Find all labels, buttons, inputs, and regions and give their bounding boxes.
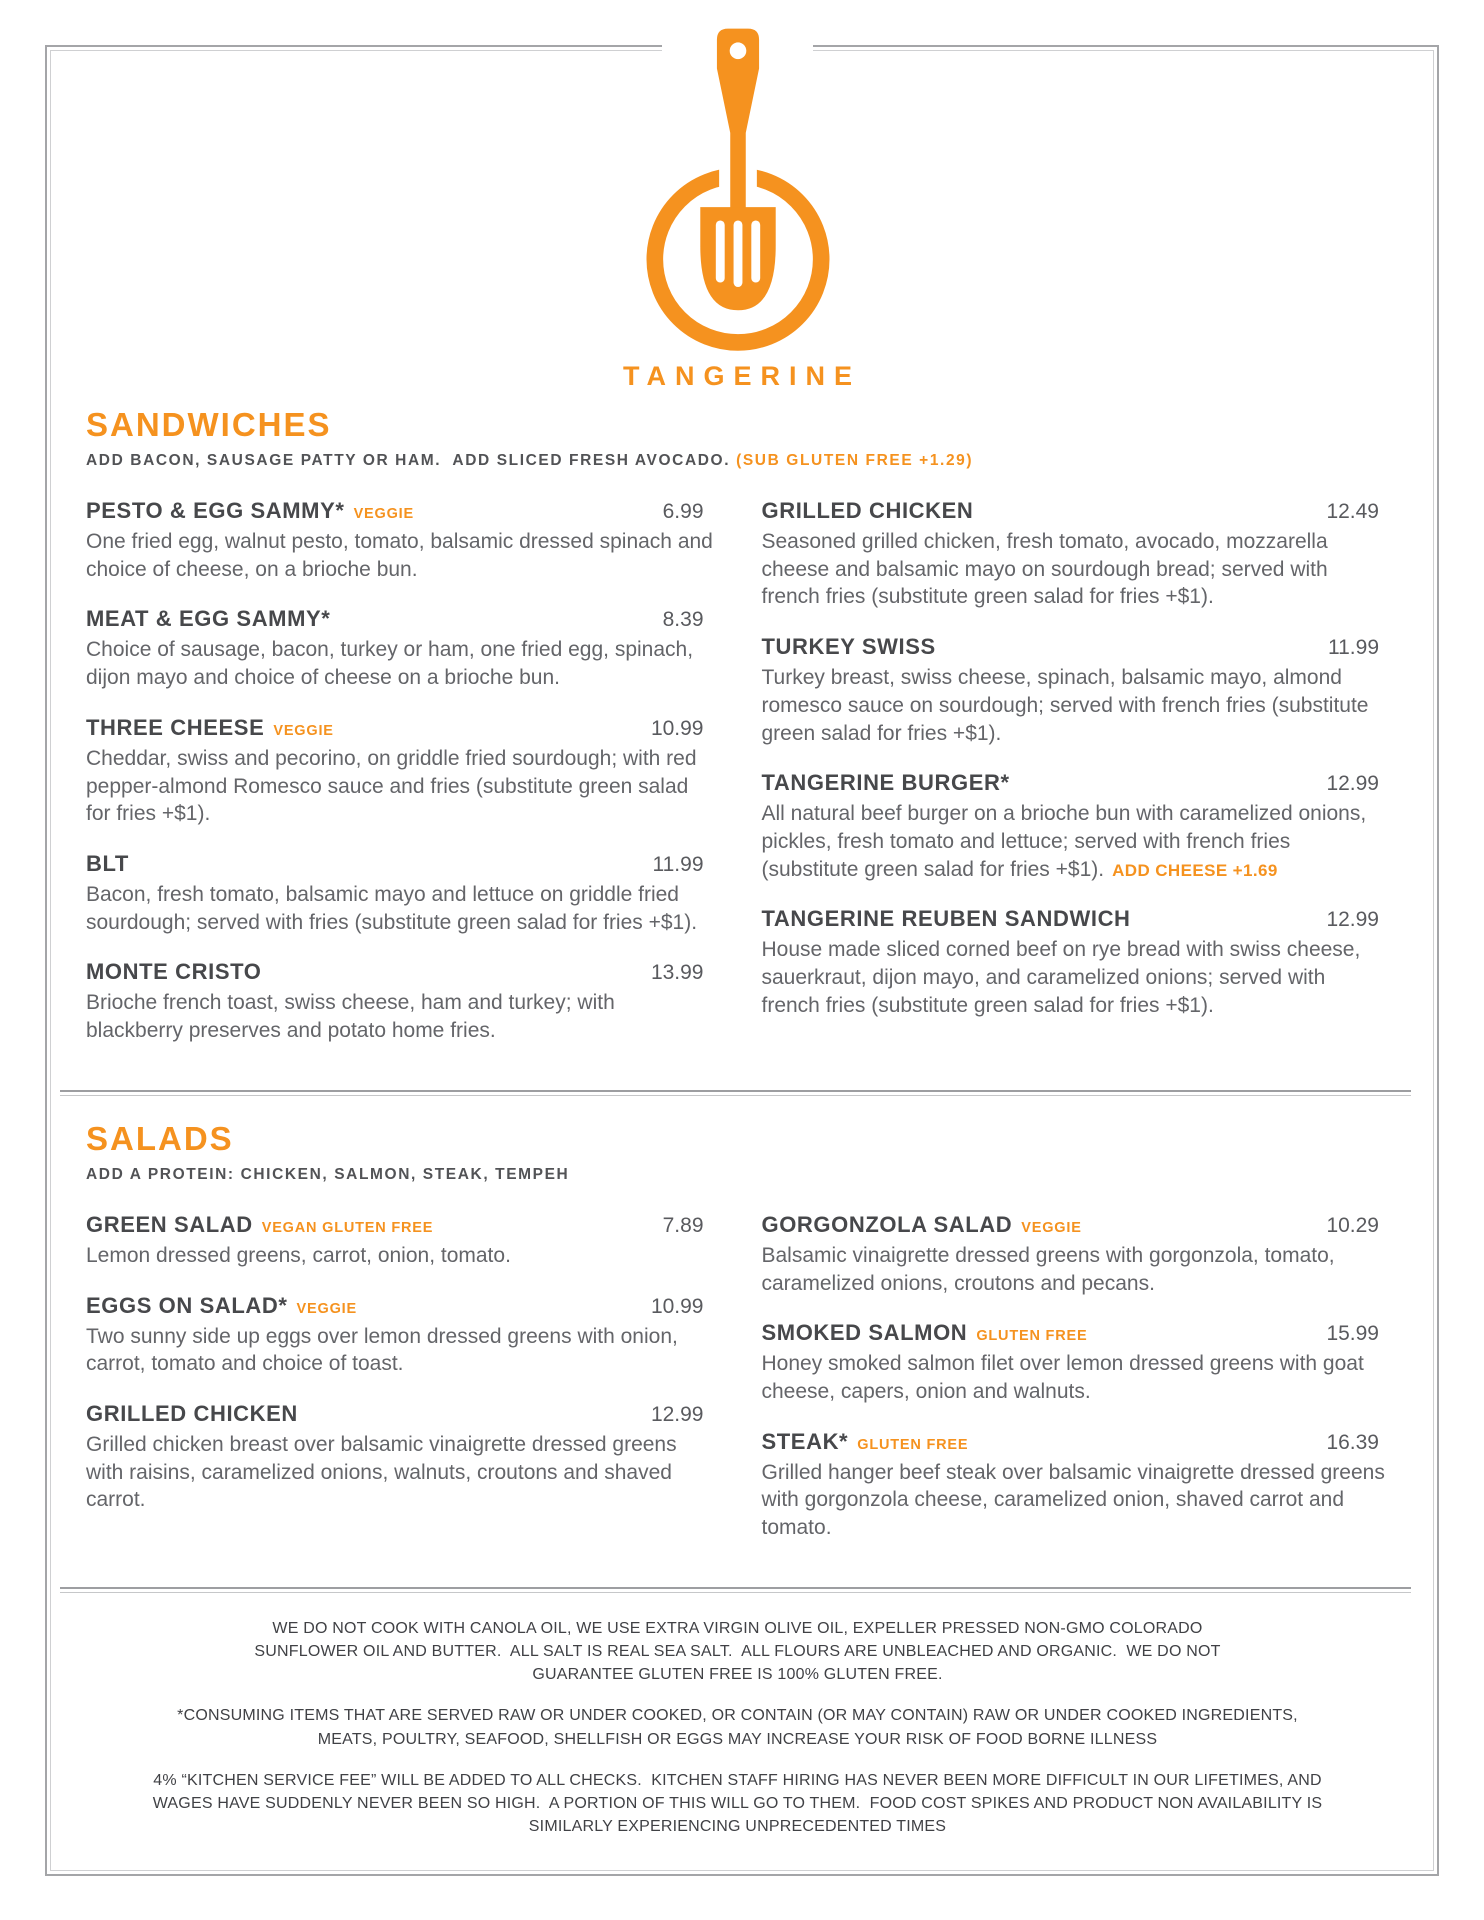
menu-item-grilled-chicken-sandwich [762, 498, 1390, 611]
menu-item-name: GRILLED CHICKEN [86, 1400, 298, 1426]
menu-item-price: 16.39 [1326, 1430, 1379, 1454]
menu-item-description: Lemon dressed greens, carrot, onion, tomato. [86, 1243, 511, 1267]
menu-item-description: Cheddar, swiss and pecorino, on griddle fried sourdough; with red pepper-almond Romesco sauce and fries (substitute green salad for fries +$1). [86, 746, 697, 826]
menu-item-blt [86, 851, 714, 936]
brand-wordmark: TANGERINE [622, 361, 861, 391]
menu-item-name: GORGONZOLA SALAD [761, 1211, 1013, 1237]
menu-item-tangerine-reuben [762, 906, 1390, 1019]
menu-item-header [86, 498, 714, 524]
menu-item-name: BLT [86, 850, 129, 876]
menu-item-tag: VEGAN GLUTEN FREE [261, 1219, 434, 1236]
menu-item-pesto-egg-sammy [86, 498, 714, 583]
menu-item-name: TURKEY SWISS [761, 634, 936, 660]
menu-item-addon: ADD CHEESE +1.69 [1112, 860, 1278, 880]
footer-oils-note: WE DO NOT COOK WITH CANOLA OIL, WE USE EXTRA VIRGIN OLIVE OIL, EXPELLER PRESSED NON-GMO COLORADO SUNFLOWER OIL AND BUTTER. ALL SALT IS REAL SEA SALT. ALL FLOURS ARE UNBLEACHED AND ORGANIC. WE DO NOT GUARANTEE GLUTEN FREE IS 100% GLUTEN FREE. [254, 1619, 1226, 1684]
menu-item-monte-cristo [86, 959, 714, 1044]
menu-item-description: Seasoned grilled chicken, fresh tomato, avocado, mozzarella cheese and balsamic mayo on sourdough bread; served with french fries (substitute green salad for fries +$1). [761, 529, 1328, 609]
menu-item-tag: VEGGIE [1021, 1219, 1082, 1236]
menu-item-header [86, 851, 714, 877]
menu-item-header [86, 1293, 714, 1319]
column-left [86, 1212, 714, 1565]
menu-item-header [762, 770, 1390, 796]
menu-item-description: Turkey breast, swiss cheese, spinach, balsamic mayo, almond romesco sauce on sourdough; served with french fries (substitute green salad for fries +$1). [761, 666, 1369, 745]
section-note-highlight: (SUB GLUTEN FREE +1.29) [736, 451, 974, 469]
menu-item-name: GREEN SALAD [86, 1211, 253, 1237]
menu-item-description: Brioche french toast, swiss cheese, ham and turkey; with blackberry preserves and potato home fries. [86, 991, 615, 1043]
menu-item-description: Grilled hanger beef steak over balsamic vinaigrette dressed greens with gorgonzola cheese, caramelized onion, shaved carrot and tomato. [761, 1460, 1385, 1540]
menu-item-price: 7.89 [662, 1213, 704, 1237]
footer-raw-food-warning: *CONSUMING ITEMS THAT ARE SERVED RAW OR UNDER COOKED, OR CONTAIN (OR MAY CONTAIN) RAW OR UNDER COOKED INGREDIENTS, MEATS, POULTRY, SEAFOOD, SHELLFISH OR EGGS MAY INCREASE YOUR RISK OF FOOD BORNE ILLNESS [177, 1707, 1303, 1748]
menu-item-description: One fried egg, walnut pesto, tomato, balsamic dressed spinach and choice of cheese, on a brioche bun. [86, 529, 713, 581]
menu-item-header [86, 959, 714, 985]
menu-item-description: Bacon, fresh tomato, balsamic mayo and lettuce on griddle fried sourdough; served with fries (substitute green salad for fries +$1). [86, 882, 698, 934]
menu-item-price: 6.99 [662, 499, 704, 523]
menu-item-name: SMOKED SALMON [761, 1320, 968, 1346]
menu-item-header [762, 1212, 1390, 1238]
menu-item-description: Balsamic vinaigrette dressed greens with gorgonzola, tomato, caramelized onions, croutons and pecans. [761, 1243, 1335, 1295]
menu-item-description-text: All natural beef burger on a brioche bun with caramelized onions, pickles, fresh tomato and lettuce; served with french fries (substitute green salad for fries +$1). [761, 802, 1367, 881]
section-note-text: ADD BACON, SAUSAGE PATTY OR HAM. ADD SLICED FRESH AVOCADO. [86, 451, 731, 469]
column-right [762, 1212, 1390, 1565]
menu-item-header [762, 1429, 1390, 1455]
section-divider [60, 1587, 1411, 1593]
menu-item-price: 11.99 [652, 852, 704, 876]
menu-item-tangerine-burger [762, 770, 1390, 883]
menu-item-tag: VEGGIE [273, 722, 334, 739]
menu-item-description: Choice of sausage, bacon, turkey or ham, one fried egg, spinach, dijon mayo and choice of cheese on a brioche bun. [86, 638, 694, 690]
menu-item-header [86, 1401, 714, 1427]
menu-item-three-cheese [86, 715, 714, 828]
menu-item-name: STEAK* [761, 1428, 849, 1454]
menu-item-header [86, 715, 714, 741]
spatula-in-pan-icon [616, 24, 860, 357]
menu-item-description [762, 800, 1390, 883]
menu-item-green-salad [86, 1212, 714, 1270]
menu-item-price: 11.99 [1328, 636, 1379, 660]
footer-kitchen-service-fee-note: 4% “KITCHEN SERVICE FEE” WILL BE ADDED TO ALL CHECKS. KITCHEN STAFF HIRING HAS NEVER BEEN MORE DIFFICULT IN OUR LIFETIMES, AND WAGES HAVE SUDDENLY NEVER BEEN SO HIGH. A PORTION OF THIS WILL GO TO THEM. FOOD COST SPIKES AND PRODUCT NON AVAILABILITY IS SIMILARLY EXPERIENCING UNPRECEDENTED TIMES [152, 1771, 1327, 1836]
section-note [86, 452, 1389, 470]
menu-item-name: EGGS ON SALAD* [86, 1292, 288, 1318]
menu-item-eggs-on-salad [86, 1293, 714, 1378]
section-title: SALADS [86, 1119, 234, 1157]
menu-item-name: TANGERINE REUBEN SANDWICH [761, 906, 1131, 932]
section-note [86, 1166, 1389, 1184]
menu-item-gorgonzola-salad [762, 1212, 1390, 1297]
logo-block [86, 0, 1389, 392]
menu-item-steak-salad [762, 1429, 1390, 1542]
section-note-text: ADD A PROTEIN: CHICKEN, SALMON, STEAK, TEMPEH [86, 1165, 570, 1183]
menu-item-price: 12.99 [1326, 908, 1379, 932]
menu-item-price: 12.99 [650, 1402, 704, 1426]
menu-item-name: GRILLED CHICKEN [761, 497, 974, 523]
menu-item-tag: VEGGIE [353, 505, 414, 522]
menu-item-price: 10.99 [650, 716, 704, 740]
section-sandwiches [86, 406, 1389, 1068]
menu-item-name: TANGERINE BURGER* [761, 770, 1010, 796]
menu-item-header [86, 606, 714, 632]
section-title: SANDWICHES [86, 406, 332, 443]
menu-item-header [762, 634, 1390, 660]
menu-item-tag: VEGGIE [296, 1300, 357, 1317]
column-left [86, 498, 714, 1068]
menu-item-price: 12.49 [1326, 499, 1379, 523]
menu-item-description: Grilled chicken breast over balsamic vinaigrette dressed greens with raisins, caramelized onions, walnuts, croutons and shaved carrot. [86, 1432, 677, 1512]
menu-item-price: 10.99 [650, 1294, 704, 1318]
menu-item-description: Honey smoked salmon filet over lemon dressed greens with goat cheese, capers, onion and walnuts. [761, 1352, 1364, 1403]
menu-item-header [762, 1320, 1390, 1346]
menu-item-smoked-salmon [762, 1320, 1390, 1405]
menu-item-name: MONTE CRISTO [86, 959, 262, 985]
menu-item-description: Two sunny side up eggs over lemon dressed greens with onion, carrot, tomato and choice of toast. [86, 1324, 678, 1376]
column-right [762, 498, 1390, 1068]
menu-item-price: 8.39 [662, 608, 704, 632]
menu-item-name: MEAT & EGG SAMMY* [86, 606, 331, 632]
section-columns [86, 498, 1389, 1068]
menu-item-price: 13.99 [650, 961, 704, 985]
section-salads [86, 1120, 1389, 1565]
menu-item-price: 15.99 [1326, 1322, 1379, 1346]
menu-item-price: 10.29 [1326, 1213, 1379, 1237]
menu-item-turkey-swiss [762, 634, 1390, 747]
menu-item-tag: GLUTEN FREE [857, 1436, 969, 1453]
menu-item-tag: GLUTEN FREE [976, 1328, 1088, 1345]
menu-item-name: PESTO & EGG SAMMY* [86, 497, 345, 523]
section-columns [86, 1212, 1389, 1565]
menu-item-meat-egg-sammy [86, 606, 714, 691]
section-divider [60, 1090, 1411, 1096]
menu-item-name: THREE CHEESE [86, 714, 265, 740]
menu-item-description: House made sliced corned beef on rye bread with swiss cheese, sauerkraut, dijon mayo, and caramelized onions; served with french fries (substitute green salad for fries +$1). [761, 938, 1361, 1017]
menu-item-header [86, 1212, 714, 1238]
menu-item-header [762, 906, 1390, 932]
menu-page [86, 0, 1389, 1856]
footer-notes [86, 1617, 1389, 1839]
menu-item-price: 12.99 [1326, 772, 1379, 796]
menu-item-header [762, 498, 1390, 524]
menu-item-grilled-chicken-salad [86, 1401, 714, 1514]
